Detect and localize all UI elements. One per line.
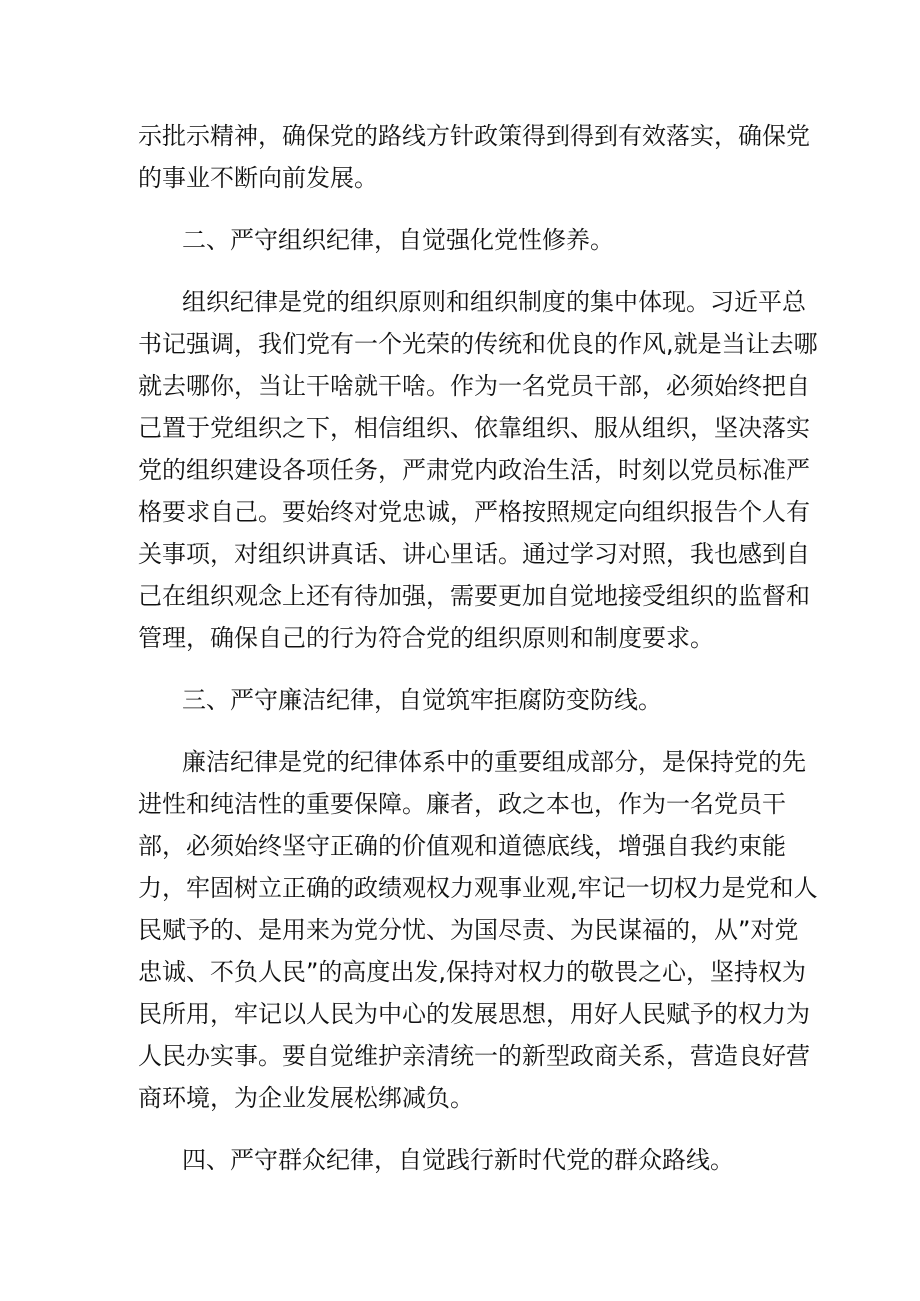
- paragraph-line: 民所用，牢记以人民为中心的发展思想，用好人民赋予的权力为: [138, 1000, 810, 1028]
- paragraph-line: 示批示精神，确保党的路线方针政策得到得到有效落实，确保党: [138, 122, 810, 150]
- paragraph-line: 就去哪你，当让干啥就干啥。作为一名党员干部，必须始终把自: [138, 372, 810, 400]
- paragraph-line: 力，牢固树立正确的政绩观权力观事业观,牢记一切权力是党和人: [138, 874, 818, 902]
- paragraph-line: 书记强调，我们党有一个光荣的传统和优良的作风,就是当让去哪: [138, 330, 818, 358]
- paragraph-line: 廉洁纪律是党的纪律体系中的重要组成部分，是保持党的先: [182, 748, 806, 776]
- paragraph-line: 关事项，对组织讲真话、讲心里话。通过学习对照，我也感到自: [138, 540, 810, 568]
- paragraph-line: 党的组织建设各项任务，严肃党内政治生活，时刻以党员标准严: [138, 456, 810, 484]
- paragraph-line: 格要求自己。要始终对党忠诚，严格按照规定向组织报告个人有: [138, 498, 810, 526]
- paragraph-line: 民赋予的、是用来为党分忧、为国尽责、为民谋福的，从”对党: [138, 916, 799, 944]
- paragraph-line: 管理，确保自己的行为符合党的组织原则和制度要求。: [138, 624, 714, 652]
- section-heading-4: 四、严守群众纪律，自觉践行新时代党的群众路线。: [182, 1146, 734, 1174]
- paragraph-line: 己在组织观念上还有待加强，需要更加自觉地接受组织的监督和: [138, 582, 810, 610]
- section-heading-2: 二、严守组织纪律，自觉强化党性修养。: [182, 226, 614, 254]
- paragraph-line: 商环境，为企业发展松绑减负。: [138, 1084, 474, 1112]
- section-heading-3: 三、严守廉洁纪律，自觉筑牢拒腐防变防线。: [182, 686, 662, 714]
- paragraph-line: 进性和纯洁性的重要保障。廉者，政之本也，作为一名党员干: [138, 790, 786, 818]
- paragraph-line: 的事业不断向前发展。: [138, 164, 378, 192]
- paragraph-line: 忠诚、不负人民”的高度出发,保持对权力的敬畏之心，坚持权为: [138, 958, 807, 986]
- paragraph-line: 己置于党组织之下，相信组织、依靠组织、服从组织，坚决落实: [138, 414, 810, 442]
- paragraph-line: 组织纪律是党的组织原则和组织制度的集中体现。习近平总: [182, 288, 806, 316]
- paragraph-line: 部，必须始终坚守正确的价值观和道德底线，增强自我约束能: [138, 832, 786, 860]
- paragraph-line: 人民办实事。要自觉维护亲清统一的新型政商关系，营造良好营: [138, 1042, 810, 1070]
